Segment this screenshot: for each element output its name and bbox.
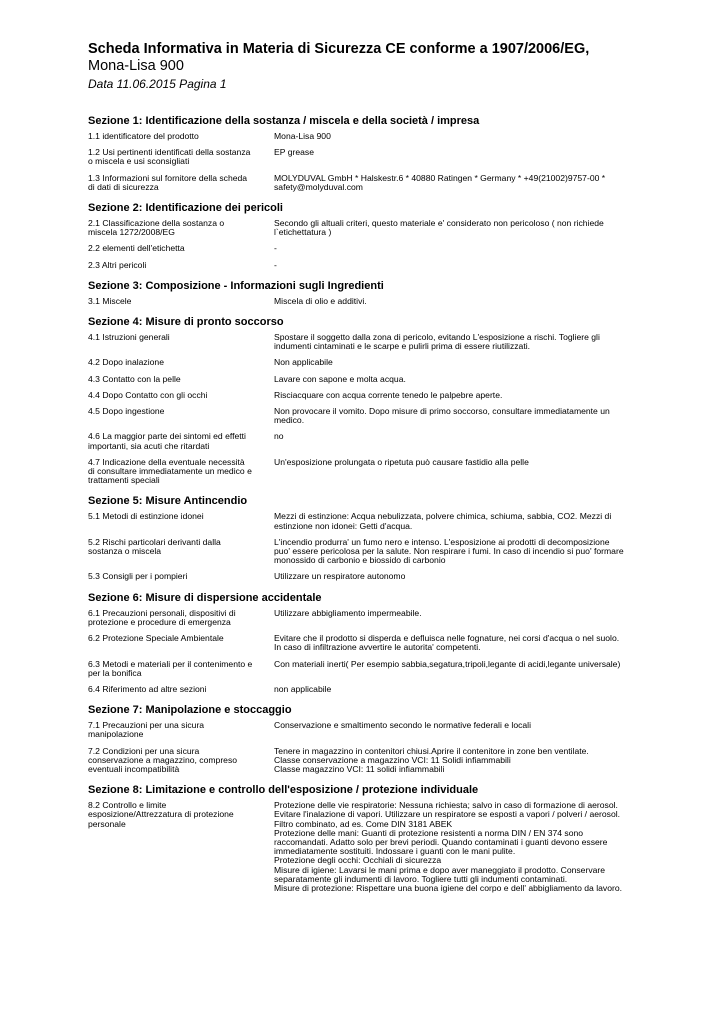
field-value: Mezzi di estinzione: Acqua nebulizzata, polvere chimica, schiuma, sabbia, CO2. Mezzi di estinzione non idonei: Getti d'acqua. (274, 511, 612, 531)
field-value: Conservazione e smaltimento secondo le normative federali e locali (274, 720, 531, 731)
section-5 (88, 494, 678, 581)
field-value: Secondo gli altuali criteri, questo materiale e' considerato non pericoloso ( non richiede l`etichettatura ) (274, 218, 604, 238)
field-row (88, 333, 678, 351)
field-value: Tenere in magazzino in contenitori chiusi.Aprire il contenitore in zone ben ventilate. Classe conservazione a magazzino VCI: 11 Solidi infiammabili Classe magazzino VCI: 11 solidi infiammabili (274, 745, 589, 774)
field-row (88, 458, 678, 486)
field-label: 7.1 Precauzioni per una sicura manipolazione (88, 720, 205, 740)
field-value: Non provocare il vomito. Dopo misure di primo soccorso, consultare immediatamente un medico. (274, 406, 610, 426)
field-row (88, 512, 678, 530)
field-value: Risciacquare con acqua corrente tenedo le palpebre aperte. (274, 389, 503, 400)
field-value: Non applicabile (274, 357, 333, 368)
field-value: Miscela di olio e additivi. (274, 295, 367, 306)
field-row (88, 244, 678, 253)
field-label: 8.2 Controllo e limite esposizione/Attrezzatura di protezione personale (88, 800, 234, 829)
field-label: 7.2 Condizioni per una sicura conservazione a magazzino, compreso eventuali incompatibilità (88, 745, 238, 774)
field-value: Spostare il soggetto dalla zona di pericolo, evitando L'esposizione a rischi. Togliere gli indumenti cintaminati e le scarpe e pulirli prima di essere riutilizzati. (274, 332, 600, 352)
field-label: 4.7 Indicazione della eventuale necessità di consultare immediatamente un medico e trattamenti speciali (88, 456, 252, 486)
field-row (88, 609, 678, 627)
field-row (88, 297, 678, 306)
field-label: 2.2 elementi dell'etichetta (88, 243, 185, 254)
field-row (88, 174, 678, 192)
field-value: EP grease (274, 147, 314, 158)
field-value: Un'esposizione prolungata o ripetuta può causare fastidio alla pelle (274, 456, 529, 467)
field-label: 5.2 Rischi particolari derivanti dalla sostanza o miscela (88, 536, 221, 557)
field-value: L'incendio produrra' un fumo nero e intenso. L'esposizione ai prodotti di decomposizione puo' essere pericolosa per la salute. Non respirare i fumi. In caso di incendio si puo' formare monossido di carbonio e biossido di carbonio (274, 536, 624, 566)
section-heading: Sezione 1: Identificazione della sostanza / miscela e della società / impresa (88, 115, 480, 127)
section-6 (88, 591, 678, 694)
section-4 (88, 315, 678, 485)
field-row (88, 132, 678, 141)
field-label: 4.1 Istruzioni generali (88, 332, 170, 343)
field-label: 6.2 Protezione Speciale Ambientale (88, 633, 224, 644)
section-3 (88, 279, 678, 306)
field-label: 6.3 Metodi e materiali per il contenimento e per la bonifica (88, 658, 253, 678)
field-label: 1.3 Informazioni sul fornitore della scheda di dati di sicurezza (88, 172, 248, 192)
section-1 (88, 114, 678, 192)
field-row (88, 219, 678, 237)
section-2 (88, 201, 678, 270)
sections-container (88, 114, 678, 893)
field-row (88, 538, 678, 566)
field-label: 4.3 Contatto con la pelle (88, 373, 181, 384)
section-7 (88, 703, 678, 774)
document-title: Scheda Informativa in Materia di Sicurezza CE conforme a 1907/2006/EG, (88, 41, 590, 57)
field-label: 4.4 Dopo Contatto con gli occhi (88, 389, 208, 400)
field-row (88, 634, 678, 652)
field-row (88, 801, 678, 893)
field-label: 2.1 Classificazione della sostanza o miscela 1272/2008/EG (88, 218, 225, 238)
field-row (88, 375, 678, 384)
section-heading: Sezione 4: Misure di pronto soccorso (88, 316, 284, 329)
section-8 (88, 783, 678, 893)
field-label: 3.1 Miscele (88, 295, 132, 306)
section-heading: Sezione 7: Manipolazione e stoccaggio (88, 704, 292, 717)
field-label: 4.2 Dopo inalazione (88, 357, 164, 368)
section-heading: Sezione 8: Limitazione e controllo dell'esposizione / protezione individuale (88, 784, 479, 797)
field-label: 1.1 identificatore del prodotto (88, 131, 199, 141)
product-name: Mona-Lisa 900 (88, 58, 184, 74)
field-row (88, 721, 678, 739)
field-row (88, 685, 678, 694)
field-value: non applicabile (274, 683, 332, 694)
field-row (88, 432, 678, 450)
field-row (88, 261, 678, 270)
field-value: Utilizzare abbigliamento impermeabile. (274, 607, 422, 618)
section-heading: Sezione 3: Composizione - Informazioni sugli Ingredienti (88, 279, 384, 292)
field-row (88, 358, 678, 367)
field-row (88, 407, 678, 425)
field-value: Con materiali inerti( Per esempio sabbia,segatura,tripoli,legante di acidi,legante universale) (274, 658, 621, 669)
field-label: 6.1 Precauzioni personali, dispositivi di protezione e procedure di emergenza (88, 607, 236, 627)
field-value: Utilizzare un respiratore autonomo (274, 571, 406, 582)
field-value: MOLYDUVAL GmbH * Halskestr.6 * 40880 Ratingen * Germany * +49(21002)9757-00 * safety@molyduval.com (274, 172, 606, 192)
field-value: no (274, 431, 284, 442)
field-row (88, 391, 678, 400)
field-row (88, 660, 678, 678)
field-label: 1.2 Usi pertinenti identificati della sostanza o miscela e usi sconsigliati (88, 147, 251, 167)
field-row (88, 747, 678, 775)
safety-data-sheet (88, 41, 678, 902)
section-heading: Sezione 6: Misure di dispersione accidentale (88, 591, 322, 604)
field-value: - (274, 243, 277, 254)
field-label: 5.3 Consigli per i pompieri (88, 571, 188, 582)
field-row (88, 572, 678, 581)
date-page-info: Data 11.06.2015 Pagina 1 (88, 77, 227, 91)
field-value: Protezione delle vie respiratorie: Nessuna richiesta; salvo in caso di formazione di aerosol. Evitare l'inalazione di vapori. Utilizzare un respiratore se esposti a vapori / polveri / aerosol. Filtro combinato, ad es. Come DIN 3181 ABEK Protezione delle mani: Guanti di protezione resistenti a norma DIN / EN 374 sono raccomandati. Adatto solo per brevi periodi. Quando contaminati i guanti devono essere immediatamente sostituiti. Indossare i guanti con le mani pulite. Protezione degli occhi: Occhiali di sicurezza Misure di igiene: Lavarsi le mani prima e dopo aver maneggiato il prodotto. Conservare separatamente gli indumenti di lavoro. Togliere tutti gli indumenti contaminati. Misure di protezione: Rispettare una buona igiene del corpo e dell' abbigliamento da lavoro. (274, 800, 622, 893)
field-label: 5.1 Metodi di estinzione idonei (88, 511, 204, 522)
section-heading: Sezione 2: Identificazione dei pericoli (88, 202, 283, 215)
field-row (88, 148, 678, 166)
field-label: 4.6 La maggior parte dei sintomi ed effetti importanti, sia acuti che ritardati (88, 431, 246, 451)
field-label: 2.3 Altri pericoli (88, 259, 147, 270)
field-value: Lavare con sapone e molta acqua. (274, 373, 406, 384)
field-label: 6.4 Riferimento ad altre sezioni (88, 683, 207, 694)
field-label: 4.5 Dopo ingestione (88, 406, 165, 417)
field-value: Evitare che il prodotto si disperda e defluisca nelle fognature, nei corsi d'acqua o nel suolo. In caso di infiltrazione avvertire le autorita' competenti. (274, 633, 620, 653)
section-heading: Sezione 5: Misure Antincendio (88, 495, 248, 508)
field-value: Mona-Lisa 900 (274, 131, 331, 141)
field-value: - (274, 259, 277, 270)
